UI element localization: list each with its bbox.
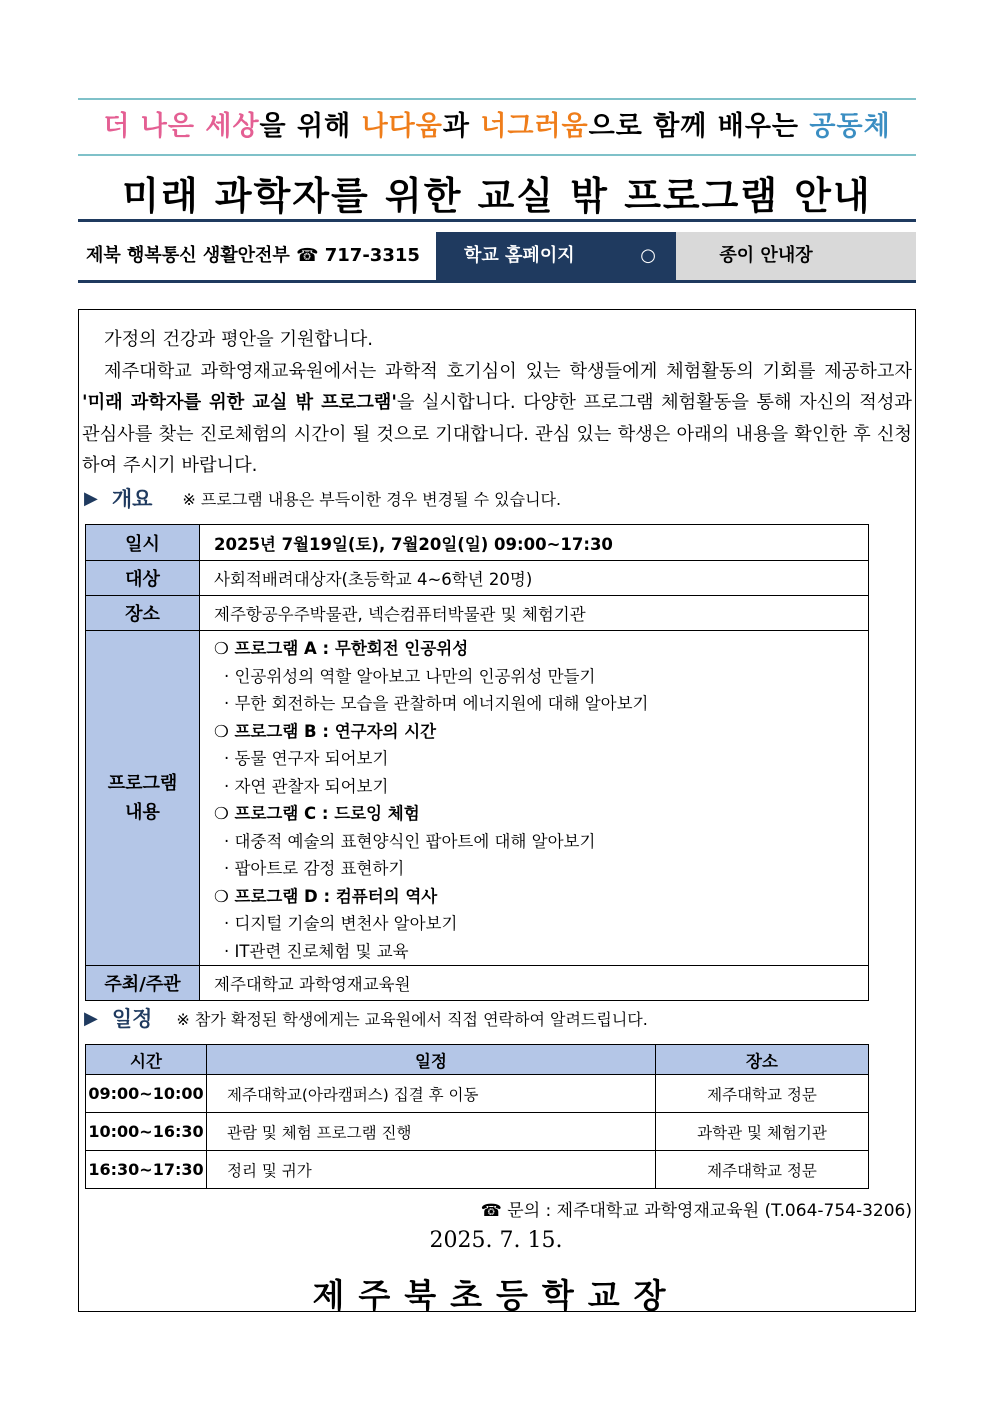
schedule-time: 10:00~16:30 [86, 1113, 207, 1151]
place-label: 장소 [86, 596, 200, 631]
table-row [86, 561, 869, 596]
content-label-line2: 내용 [125, 802, 160, 823]
overview-table [85, 524, 869, 1001]
distribution-rule [78, 280, 916, 283]
schedule-desc: 제주대학교(아라캠퍼스) 집결 후 이동 [207, 1075, 656, 1113]
date-value: 2025년 7월19일(토), 7월20일(일) 09:00~17:30 [200, 525, 869, 561]
header-schedule: 일정 [207, 1045, 656, 1075]
program-item: · 대중적 예술의 표현양식인 팝아트에 대해 알아보기 [224, 831, 596, 851]
distribution-source: 제북 행복통신 생활안전부 ☎ 717-3315 [86, 245, 420, 266]
program-list [200, 631, 868, 965]
target-value: 사회적배려대상자(초등학교 4~6학년 20명) [200, 561, 869, 596]
motto-part: 더 나은 세상 [103, 111, 260, 142]
schedule-place: 제주대학교 정문 [656, 1151, 869, 1189]
school-motto [78, 104, 916, 150]
motto-part: 너그러움 [480, 111, 589, 142]
program-item: · 인공위성의 역할 알아보고 나만의 인공위성 만들기 [224, 666, 596, 686]
motto-part: 나다움 [361, 111, 443, 142]
table-row [86, 631, 869, 966]
header-time: 시간 [86, 1045, 207, 1075]
homepage-check-mark: ○ [640, 245, 656, 266]
distribution-bar [78, 232, 916, 280]
host-label: 주최/주관 [86, 966, 200, 1001]
motto-part: 을 위해 [259, 111, 362, 142]
program-title: ❍ 프로그램 A : 무한회전 인공위성 [214, 639, 469, 658]
issue-date: 2025. 7. 15. [429, 1228, 563, 1253]
intro-body [82, 356, 912, 482]
program-item: · 동물 연구자 되어보기 [224, 749, 389, 768]
program-title: ❍ 프로그램 C : 드로잉 체험 [214, 804, 420, 823]
overview-label: 개요 [111, 487, 153, 511]
intro-program-name: '미래 과학자를 위한 교실 밖 프로그램' [82, 392, 397, 413]
intro-body-before: 제주대학교 과학영재교육원에서는 과학적 호기심이 있는 학생들에게 체험활동의 기회를 제공하고자 [104, 360, 912, 382]
table-row [86, 966, 869, 1001]
motto-part: 으로 함께 배우는 [588, 111, 810, 142]
distribution-paper: 종이 안내장 [676, 232, 916, 280]
place-value: 제주항공우주박물관, 넥슨컴퓨터박물관 및 체험기관 [200, 596, 869, 631]
schedule-desc: 관람 및 체험 프로그램 진행 [207, 1113, 656, 1151]
table-row [86, 1113, 869, 1151]
schedule-time: 16:30~17:30 [86, 1151, 207, 1189]
target-label: 대상 [86, 561, 200, 596]
program-item: · 자연 관찰자 되어보기 [224, 776, 389, 796]
distribution-homepage [436, 232, 676, 280]
schedule-time: 09:00~10:00 [86, 1075, 207, 1113]
overview-heading [84, 483, 561, 513]
contact-info: ☎ 문의 : 제주대학교 과학영재교육원 (T.064-754-3206) [480, 1201, 912, 1221]
content-label-line1: 프로그램 [107, 773, 178, 794]
schedule-table [85, 1044, 869, 1189]
schedule-label: 일정 [111, 1007, 153, 1031]
title-rule [78, 219, 916, 222]
intro-greeting: 가정의 건강과 평안을 기원합니다. [104, 329, 374, 350]
schedule-heading [84, 1003, 648, 1033]
program-title: ❍ 프로그램 D : 컴퓨터의 역사 [214, 886, 438, 906]
motto-top-rule [78, 98, 916, 100]
schedule-place: 과학관 및 체험기관 [656, 1113, 869, 1151]
schedule-note: ※ 참가 확정된 학생에게는 교육원에서 직접 연락하여 알려드립니다. [176, 1009, 648, 1029]
table-row [86, 1075, 869, 1113]
motto-bottom-rule [78, 154, 916, 156]
table-row [86, 596, 869, 631]
overview-note: ※ 프로그램 내용은 부득이한 경우 변경될 수 있습니다. [182, 489, 562, 509]
triangle-icon: ▶ [84, 487, 98, 509]
intro-body-after: 을 실시합니다. 다양한 프로그램 체험활동을 통해 자신의 적성과 관심사를 찾는 진로체험의 시간이 될 것으로 기대합니다. 관심 있는 학생은 아래의 내용을 확인한 후 신청하여 주시기 바랍니다. [82, 392, 912, 476]
page-title: 미래 과학자를 위한 교실 밖 프로그램 안내 [122, 174, 872, 218]
motto-part: 공동체 [809, 111, 891, 142]
program-item: · IT관련 진로체험 및 교육 [224, 941, 409, 961]
table-header-row [86, 1045, 869, 1075]
program-title: ❍ 프로그램 B : 연구자의 시간 [214, 721, 437, 741]
schedule-place: 제주대학교 정문 [656, 1075, 869, 1113]
header-place: 장소 [656, 1045, 869, 1075]
date-label: 일시 [86, 525, 200, 561]
triangle-icon: ▶ [84, 1007, 98, 1029]
host-value: 제주대학교 과학영재교육원 [200, 966, 869, 1001]
schedule-desc: 정리 및 귀가 [207, 1151, 656, 1189]
table-row [86, 1151, 869, 1189]
table-row [86, 525, 869, 561]
motto-part: 과 [442, 111, 481, 142]
program-item: · 무한 회전하는 모습을 관찰하며 에너지원에 대해 알아보기 [224, 694, 649, 713]
content-label [86, 631, 200, 966]
program-item: · 디지털 기술의 변천사 알아보기 [224, 914, 458, 933]
program-item: · 팝아트로 감정 표현하기 [224, 859, 405, 878]
principal-signature: 제주북초등학교장 [312, 1276, 680, 1315]
program-list-cell [200, 631, 869, 966]
intro-text [82, 324, 912, 482]
homepage-label: 학교 홈페이지 [464, 245, 575, 266]
